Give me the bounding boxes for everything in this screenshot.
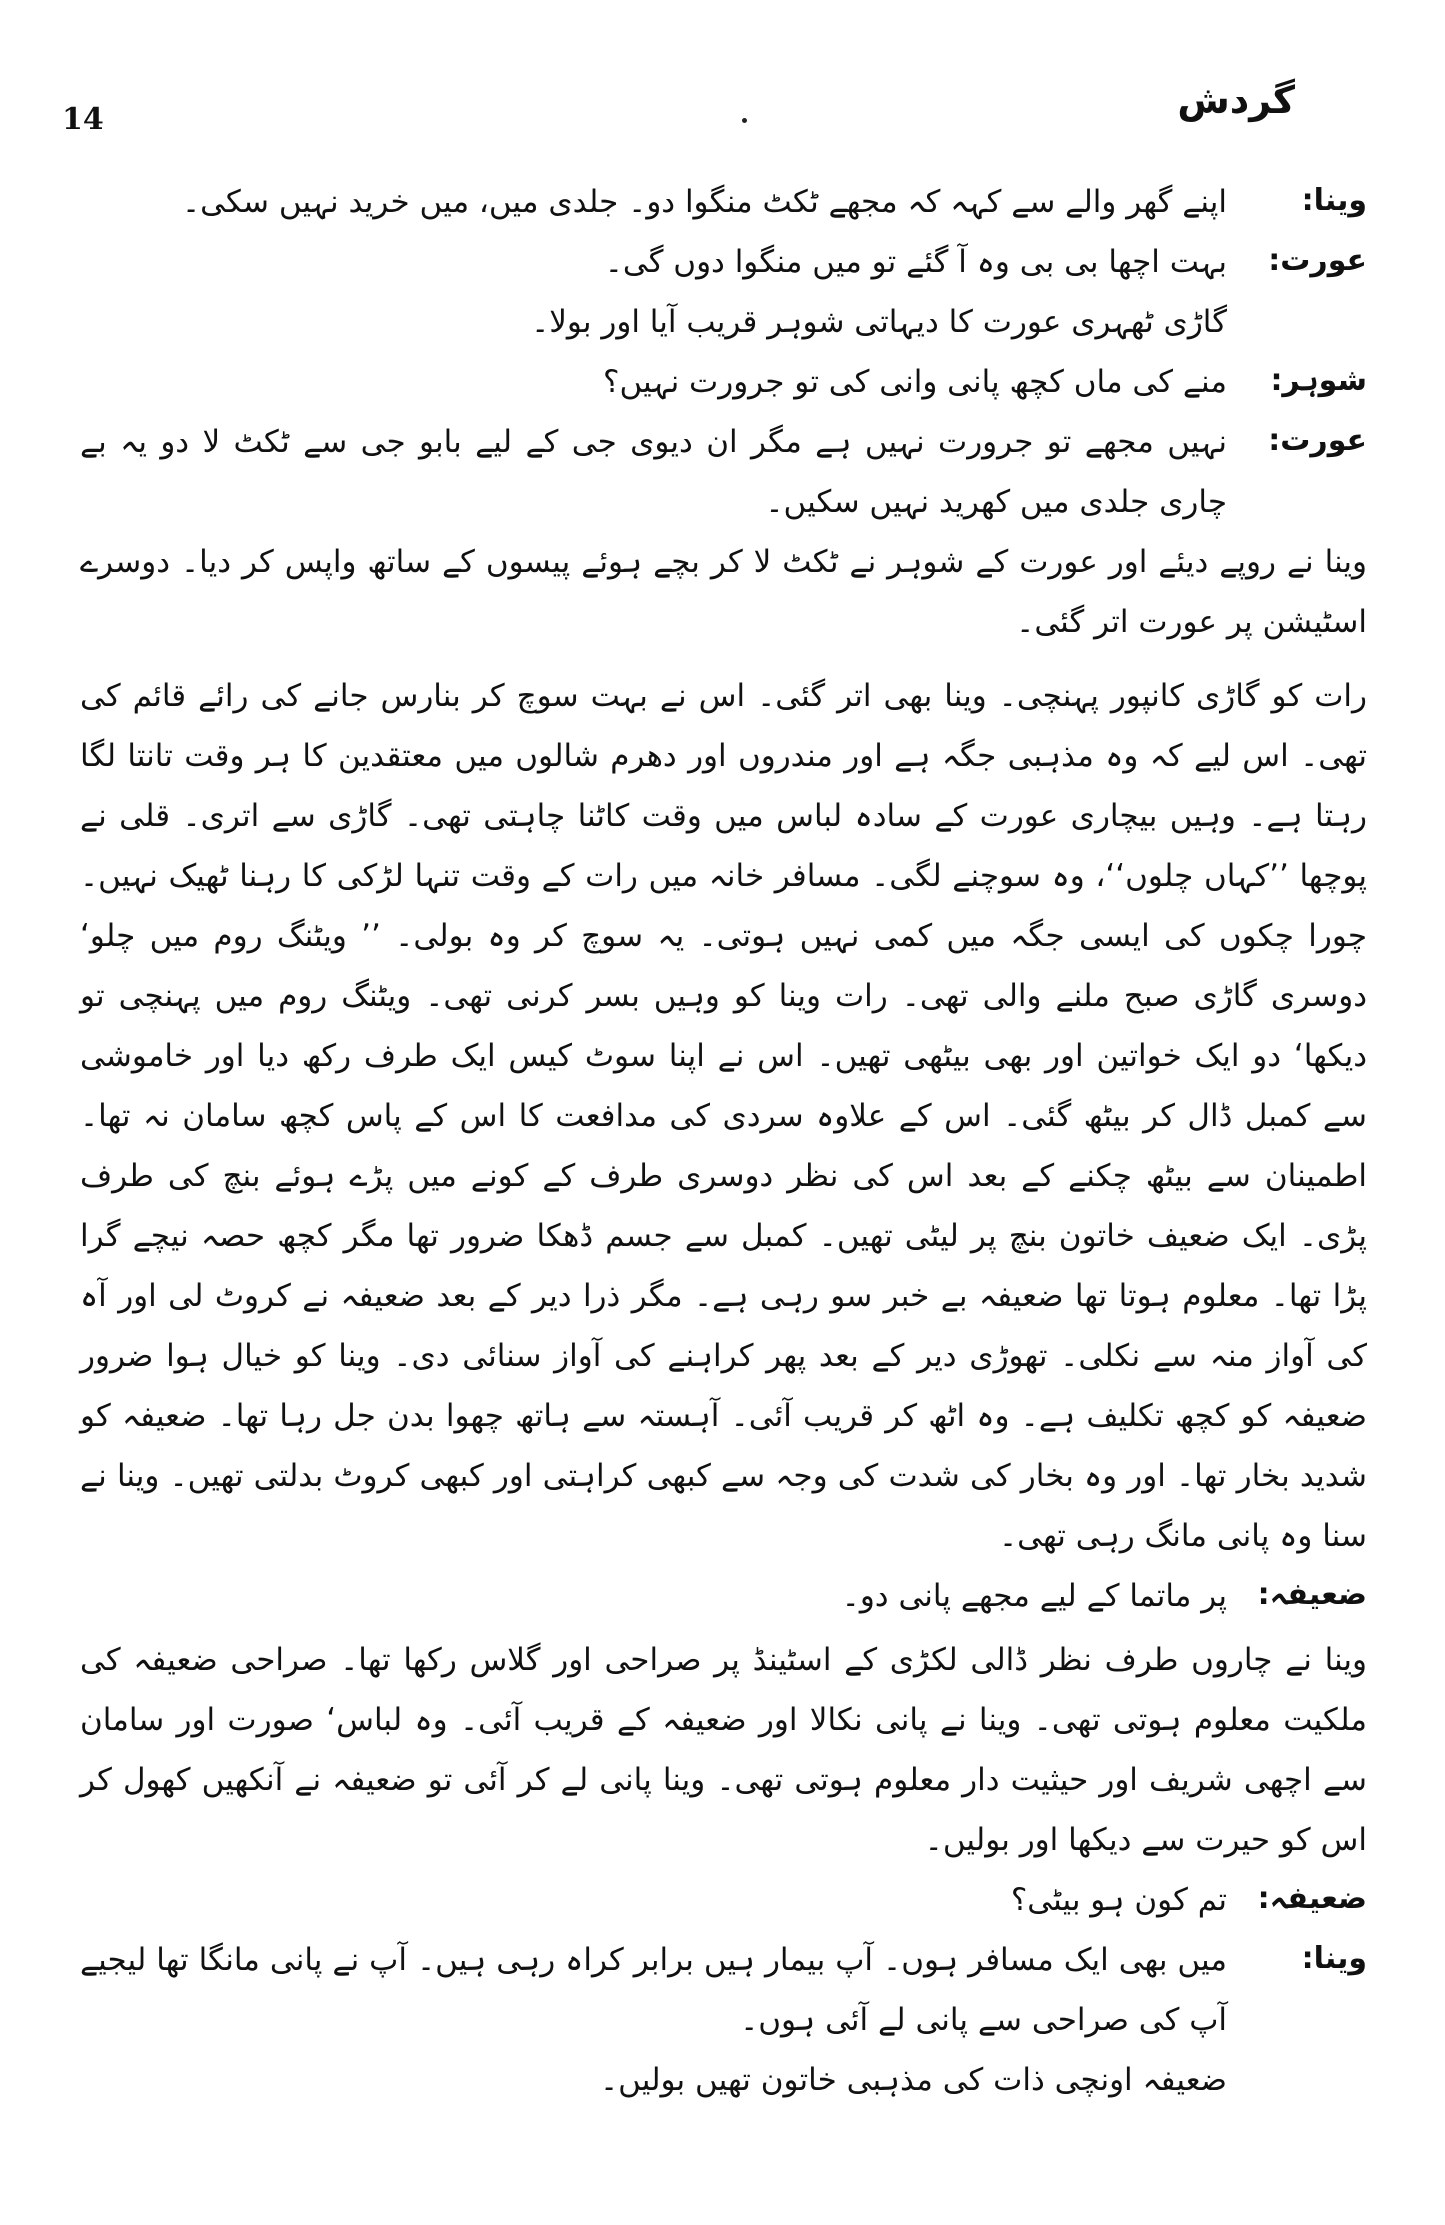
dialogue-text: تم کون ہو بیٹی؟: [1010, 1882, 1227, 1918]
dialogue-text: میں بھی ایک مسافر ہوں۔ آپ بیمار ہیں برابر کراہ رہی ہیں۔ آپ نے پانی مانگا تھا لیجیے آپ کی صراحی سے پانی لے آئی ہوں۔: [80, 1942, 1227, 2038]
stray-dot: [742, 118, 747, 123]
dialogue-line: [80, 352, 1367, 412]
dialogue-line: [80, 1566, 1367, 1626]
speaker-label: شوہر:: [1270, 363, 1367, 398]
dialogue-line: [80, 1870, 1367, 1930]
narration-line: ضعیفہ اونچی ذات کی مذہبی خاتون تھیں بولیں۔: [599, 2062, 1227, 2098]
narration-paragraph: رات کو گاڑی کانپور پہنچی۔ وینا بھی اتر گئی۔ اس نے بہت سوچ کر بنارس جانے کی رائے قائم کی تھی۔ اس لیے کہ وہ مذہبی جگہ ہے اور مندروں اور دھرم شالوں میں معتقدین کا ہر وقت تانتا لگا رہتا ہے۔ وہیں بیچاری عورت کے سادہ لباس میں وقت کاٹنا چاہتی تھی۔ گاڑی سے اتری۔ قلی نے پوچھا ’’کہاں چلوں‘‘، وہ سوچنے لگی۔ مسافر خانہ میں رات کے وقت تنہا لڑکی کا رہنا ٹھیک نہیں۔ چورا چکوں کی ایسی جگہ میں کمی نہیں ہوتی۔ یہ سوچ کر وہ بولی۔ ’’ ویٹنگ روم میں چلو‘ دوسری گاڑی صبح ملنے والی تھی۔ رات وینا کو وہیں بسر کرنی تھی۔ ویٹنگ روم میں پہنچی تو دیکھا‘ دو ایک خواتین اور بھی بیٹھی تھیں۔ اس نے اپنا سوٹ کیس ایک طرف رکھ دیا اور خاموشی سے کمبل ڈال کر بیٹھ گئی۔ اس کے علاوہ سردی کی مدافعت کا اس کے پاس کچھ سامان نہ تھا۔ اطمینان سے بیٹھ چکنے کے بعد اس کی نظر دوسری طرف کے کونے میں پڑے ہوئے بنچ کی طرف پڑی۔ ایک ضعیف خاتون بنچ پر لیٹی تھیں۔ کمبل سے جسم ڈھکا ضرور تھا مگر کچھ حصہ نیچے گرا پڑا تھا۔ معلوم ہوتا تھا ضعیفہ بے خبر سو رہی ہے۔ مگر ذرا دیر کے بعد ضعیفہ نے کروٹ لی اور آہ کی آواز منہ سے نکلی۔ تھوڑی دیر کے بعد پھر کراہنے کی آواز سنائی دی۔ وینا کو خیال ہوا ضرور ضعیفہ کو کچھ تکلیف ہے۔ وہ اٹھ کر قریب آئی۔ آہستہ سے ہاتھ چھوا بدن جل رہا تھا۔ ضعیفہ کو شدید بخار تھا۔ اور وہ بخار کی شدت کی وجہ سے کبھی کراہتی اور کبھی کروٹ بدلتی تھیں۔ وینا نے سنا وہ پانی مانگ رہی تھی۔: [80, 678, 1367, 1554]
dialogue-line: [80, 412, 1367, 532]
narration-paragraph: وینا نے روپے دیئے اور عورت کے شوہر نے ٹکٹ لا کر بچے ہوئے پیسوں کے ساتھ واپس کر دیا۔ دوسرے اسٹیشن پر عورت اتر گئی۔: [80, 544, 1367, 640]
dialogue-text: نہیں مجھے تو جرورت نہیں ہے مگر ان دیوی جی کے لیے بابو جی سے ٹکٹ لا دو یہ بے چاری جلدی میں کھرید نہیں سکیں۔: [80, 424, 1227, 520]
dialogue-text: منے کی ماں کچھ پانی وانی کی تو جرورت نہیں؟: [603, 364, 1227, 400]
dialogue-text: بہت اچھا بی بی وہ آ گئے تو میں منگوا دوں گی۔: [604, 244, 1227, 280]
narration-paragraph: وینا نے چاروں طرف نظر ڈالی لکڑی کے اسٹینڈ پر صراحی اور گلاس رکھا تھا۔ صراحی ضعیفہ کی ملکیت معلوم ہوتی تھی۔ وینا نے پانی نکالا اور ضعیفہ کے قریب آئی۔ وہ لباس‘ صورت اور سامان سے اچھی شریف اور حیثیت دار معلوم ہوتی تھی۔ وینا پانی لے کر آئی تو ضعیفہ نے آنکھیں کھول کر اس کو حیرت سے دیکھا اور بولیں۔: [80, 1642, 1367, 1858]
page-content: [80, 172, 1367, 2110]
dialogue-text: اپنے گھر والے سے کہہ کہ مجھے ٹکٹ منگوا دو۔ جلدی میں، میں خرید نہیں سکی۔: [181, 184, 1227, 220]
speaker-label: وینا:: [1301, 183, 1367, 218]
dialogue-line: [80, 232, 1367, 292]
speaker-label: عورت:: [1268, 243, 1367, 278]
dialogue-text: پر ماتما کے لیے مجھے پانی دو۔: [841, 1578, 1227, 1614]
speaker-label: ضعیفہ:: [1257, 1577, 1367, 1612]
page-number: 14: [62, 102, 104, 137]
running-head: گردش: [1177, 78, 1295, 122]
speaker-label: عورت:: [1268, 423, 1367, 458]
dialogue-line: [80, 1930, 1367, 2050]
dialogue-line: [80, 172, 1367, 232]
narration-line: گاڑی ٹھہری عورت کا دیہاتی شوہر قریب آیا اور بولا۔: [531, 304, 1227, 340]
speaker-label: ضعیفہ:: [1257, 1881, 1367, 1916]
speaker-label: وینا:: [1301, 1941, 1367, 1976]
